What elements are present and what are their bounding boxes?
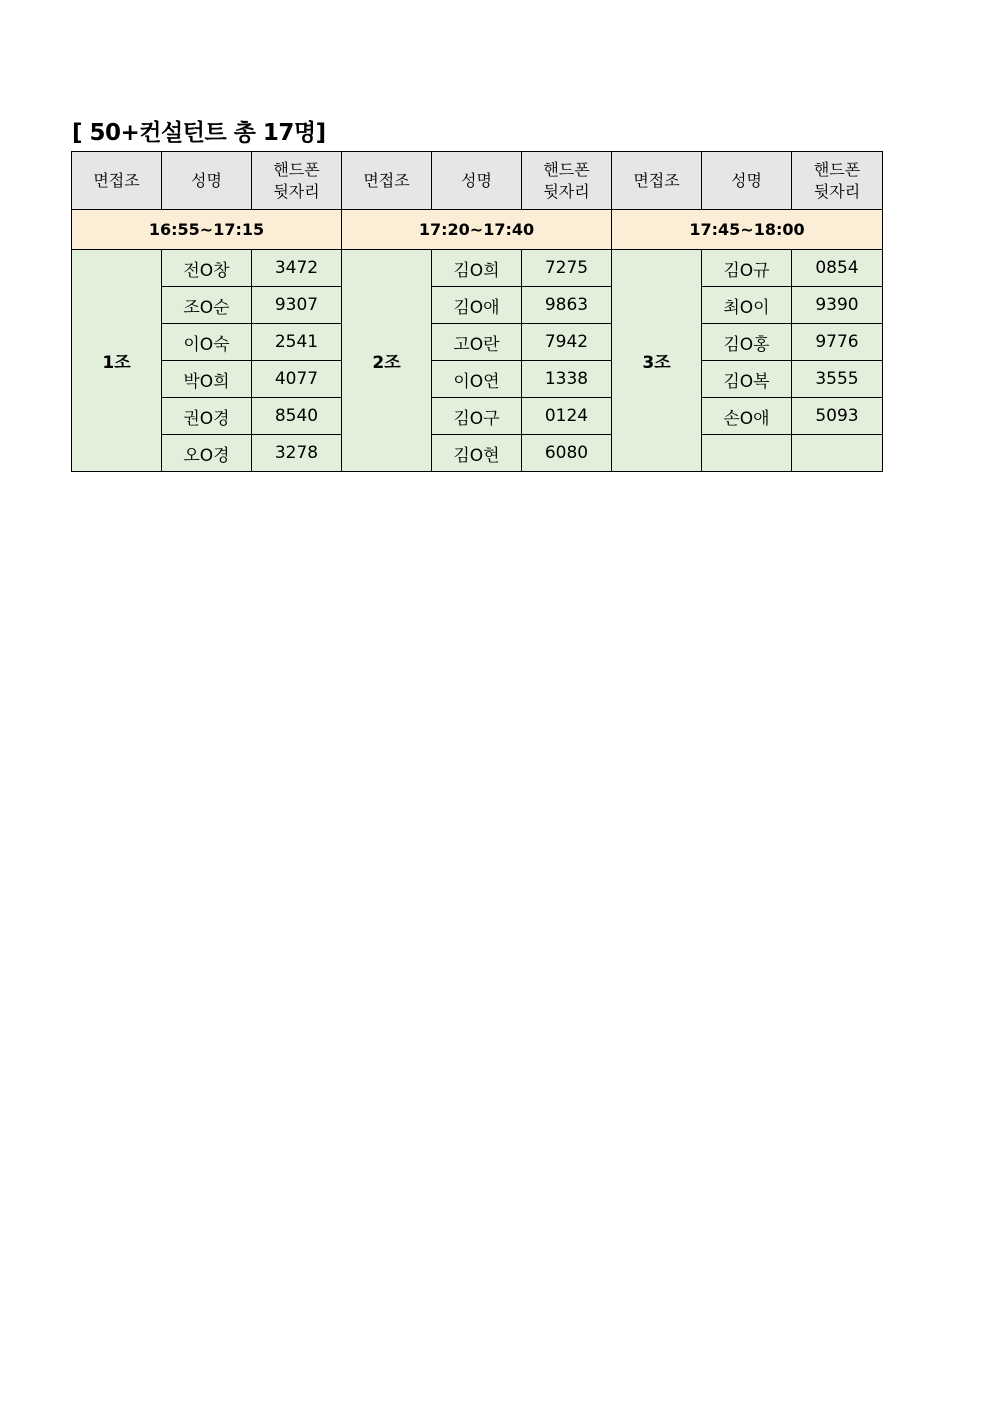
table-row: [72, 398, 883, 435]
member-name: 손O애: [702, 398, 792, 435]
member-name: 김O홍: [702, 324, 792, 361]
member-phone: [792, 435, 883, 472]
member-name: 박O희: [162, 361, 252, 398]
member-name: 김O규: [702, 250, 792, 287]
member-name: 최O이: [702, 287, 792, 324]
header-name: 성명: [162, 152, 252, 210]
table-row: [72, 287, 883, 324]
header-row: [72, 152, 883, 210]
group-label-3: 3조: [612, 250, 702, 472]
table-row: [72, 250, 883, 287]
header-group: 면접조: [342, 152, 432, 210]
member-name: 이O연: [432, 361, 522, 398]
member-name: 오O경: [162, 435, 252, 472]
member-name: [702, 435, 792, 472]
member-phone: 3278: [252, 435, 342, 472]
time-slot-row: [72, 210, 883, 250]
member-phone: 9776: [792, 324, 883, 361]
member-phone: 0854: [792, 250, 883, 287]
member-phone: 9307: [252, 287, 342, 324]
time-slot-2: 17:20~17:40: [342, 210, 612, 250]
member-name: 김O애: [432, 287, 522, 324]
member-phone: 9863: [522, 287, 612, 324]
header-name: 성명: [702, 152, 792, 210]
document-title: [ 50+컨설턴트 총 17명]: [72, 120, 326, 146]
member-name: 고O란: [432, 324, 522, 361]
member-phone: 9390: [792, 287, 883, 324]
member-name: 조O순: [162, 287, 252, 324]
table-row: [72, 324, 883, 361]
member-name: 김O구: [432, 398, 522, 435]
member-phone: 2541: [252, 324, 342, 361]
member-phone: 3555: [792, 361, 883, 398]
member-phone: 6080: [522, 435, 612, 472]
member-phone: 8540: [252, 398, 342, 435]
time-slot-3: 17:45~18:00: [612, 210, 883, 250]
group-label-1: 1조: [72, 250, 162, 472]
group-label-2: 2조: [342, 250, 432, 472]
header-group: 면접조: [612, 152, 702, 210]
member-name: 전O창: [162, 250, 252, 287]
table-row: [72, 361, 883, 398]
member-name: 권O경: [162, 398, 252, 435]
member-phone: 3472: [252, 250, 342, 287]
header-phone: 핸드폰 뒷자리: [792, 152, 883, 210]
member-name: 김O현: [432, 435, 522, 472]
member-name: 이O숙: [162, 324, 252, 361]
header-phone: 핸드폰 뒷자리: [252, 152, 342, 210]
member-phone: 1338: [522, 361, 612, 398]
member-phone: 0124: [522, 398, 612, 435]
member-name: 김O복: [702, 361, 792, 398]
header-name: 성명: [432, 152, 522, 210]
member-phone: 5093: [792, 398, 883, 435]
member-phone: 4077: [252, 361, 342, 398]
time-slot-1: 16:55~17:15: [72, 210, 342, 250]
table-row: [72, 435, 883, 472]
header-group: 면접조: [72, 152, 162, 210]
member-name: 김O희: [432, 250, 522, 287]
member-phone: 7275: [522, 250, 612, 287]
header-phone: 핸드폰 뒷자리: [522, 152, 612, 210]
interview-schedule-table: [71, 151, 883, 472]
member-phone: 7942: [522, 324, 612, 361]
